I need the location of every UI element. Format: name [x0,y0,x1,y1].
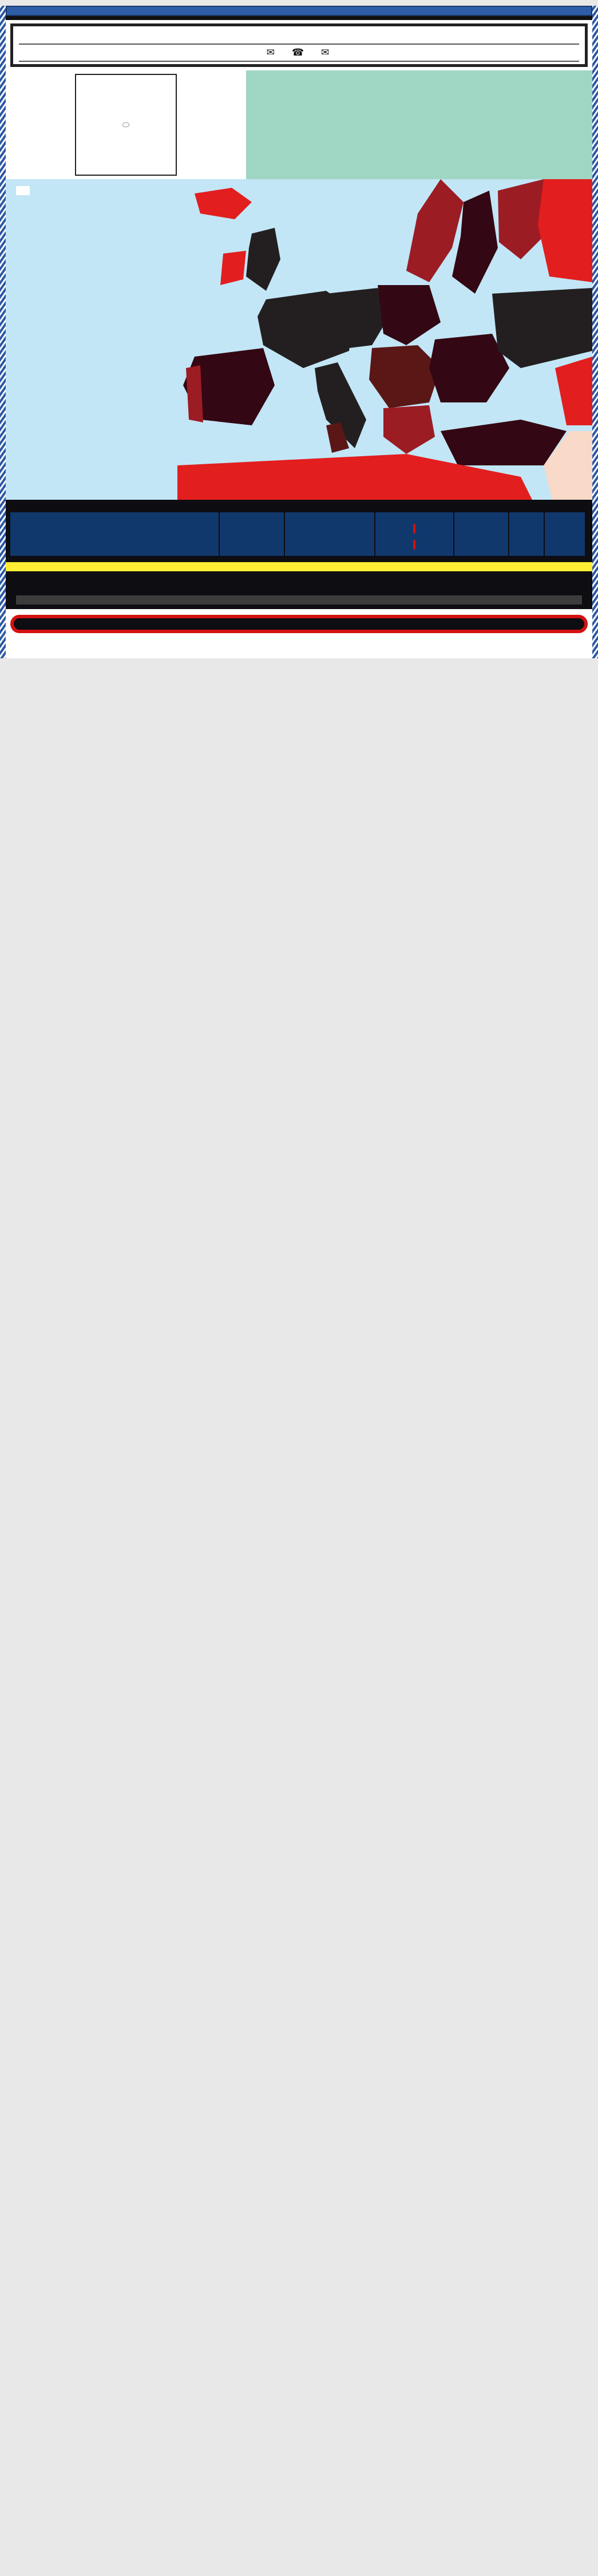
covid-table-header [10,512,577,556]
newsletter-page [6,6,592,658]
mail-icon: ✉ [266,47,275,58]
prevention-behavior-row [6,646,592,658]
col-country [10,512,219,556]
col-current-infected [220,512,284,556]
prevention-tools-row [6,633,592,646]
email-icon: ✉ [321,47,330,58]
vaccination-annotation [6,560,592,571]
col-vacc-rate [545,512,585,556]
sources-footer [16,595,582,605]
qr-code [75,74,177,176]
fatality-section [6,571,592,609]
qr-slogan-section [6,70,592,179]
top-bar [6,6,592,16]
masthead-title-huaxinbao [191,30,579,44]
map-legend [16,186,30,195]
email-address[interactable] [321,47,331,58]
divider [6,16,592,20]
phone-icon: ☎ [291,47,304,58]
prevention-banner [10,615,588,633]
fatality-title-en [16,585,582,592]
qr-center-logo [122,123,129,127]
europe-map-section [6,179,592,500]
covid-table-title [6,500,592,510]
phone-number [292,47,306,58]
masthead-chinese-europe [19,32,88,41]
col-confirmed [285,512,374,556]
slogan-banner [246,70,592,179]
postal-address [267,47,277,58]
qr-panel [6,70,246,179]
col-cured [454,512,508,556]
col-dead [375,512,453,556]
masthead [10,23,588,67]
fatality-title-zh [16,577,582,585]
masthead-english [88,30,191,44]
col-cfr [509,512,544,556]
site-url-link[interactable] [15,10,583,15]
covid-table [6,510,592,560]
europe-map [6,179,592,500]
contact-strip [19,44,579,62]
